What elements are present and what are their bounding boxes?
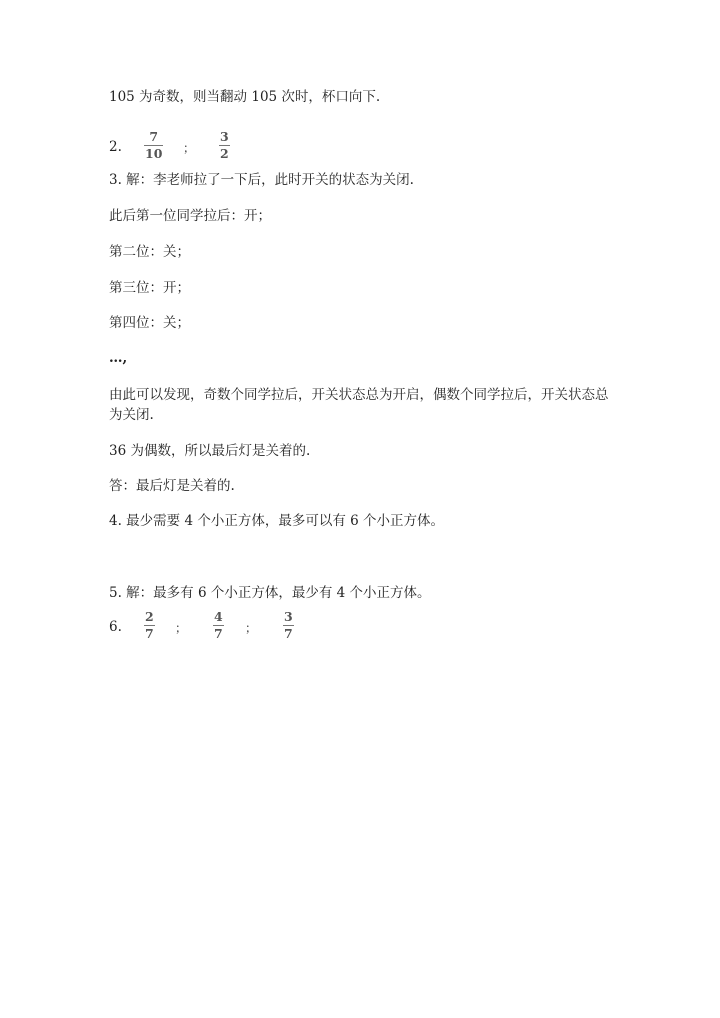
fraction-3-7 [283,610,294,641]
question-3-intro: 3. 解：李老师拉了一下后，此时开关的状态为关闭. [109,172,414,188]
separator: ； [175,621,188,635]
question-2-row [109,130,309,166]
question-6-row [109,610,359,646]
answer-105-line: 105 为奇数，则当翻动 105 次时，杯口向下. [109,89,381,105]
fraction-numerator: 7 [149,129,159,144]
fraction-numerator: 3 [220,129,229,144]
fraction-numerator: 2 [145,609,154,624]
fraction-denominator: 7 [284,626,293,641]
fraction-numerator: 4 [214,609,223,624]
question-5-answer: 5. 解：最多有 6 个小正方体，最少有 4 个小正方体。 [109,585,431,601]
fraction-2-7 [144,610,155,641]
fraction-3-2 [219,130,230,161]
question-4-answer: 4. 最少需要 4 个小正方体，最多可以有 6 个小正方体。 [109,513,445,529]
fraction-denominator: 7 [145,626,154,641]
separator: ； [245,621,258,635]
question-3-answer: 答：最后灯是关着的. [109,478,235,494]
question-2-label: 2. [109,139,122,155]
question-3-step-1: 此后第一位同学拉后：开； [109,208,271,224]
fraction-denominator: 2 [220,146,229,161]
fraction-7-10 [144,130,163,161]
question-3-ellipsis: …, [109,350,128,366]
separator: ； [183,141,196,155]
question-3-even-statement: 36 为偶数，所以最后灯是关着的. [109,443,311,459]
fraction-denominator: 10 [145,146,163,161]
question-3-step-2: 第二位：关； [109,244,190,260]
question-3-conclusion: 由此可以发现，奇数个同学拉后，开关状态总为开启，偶数个同学拉后，开关状态总为关闭. [109,387,609,423]
question-6-label: 6. [109,619,122,635]
question-3-step-4: 第四位：关； [109,315,190,331]
fraction-denominator: 7 [214,626,223,641]
fraction-4-7 [213,610,224,641]
question-3-step-3: 第三位：开； [109,280,190,296]
fraction-numerator: 3 [284,609,293,624]
